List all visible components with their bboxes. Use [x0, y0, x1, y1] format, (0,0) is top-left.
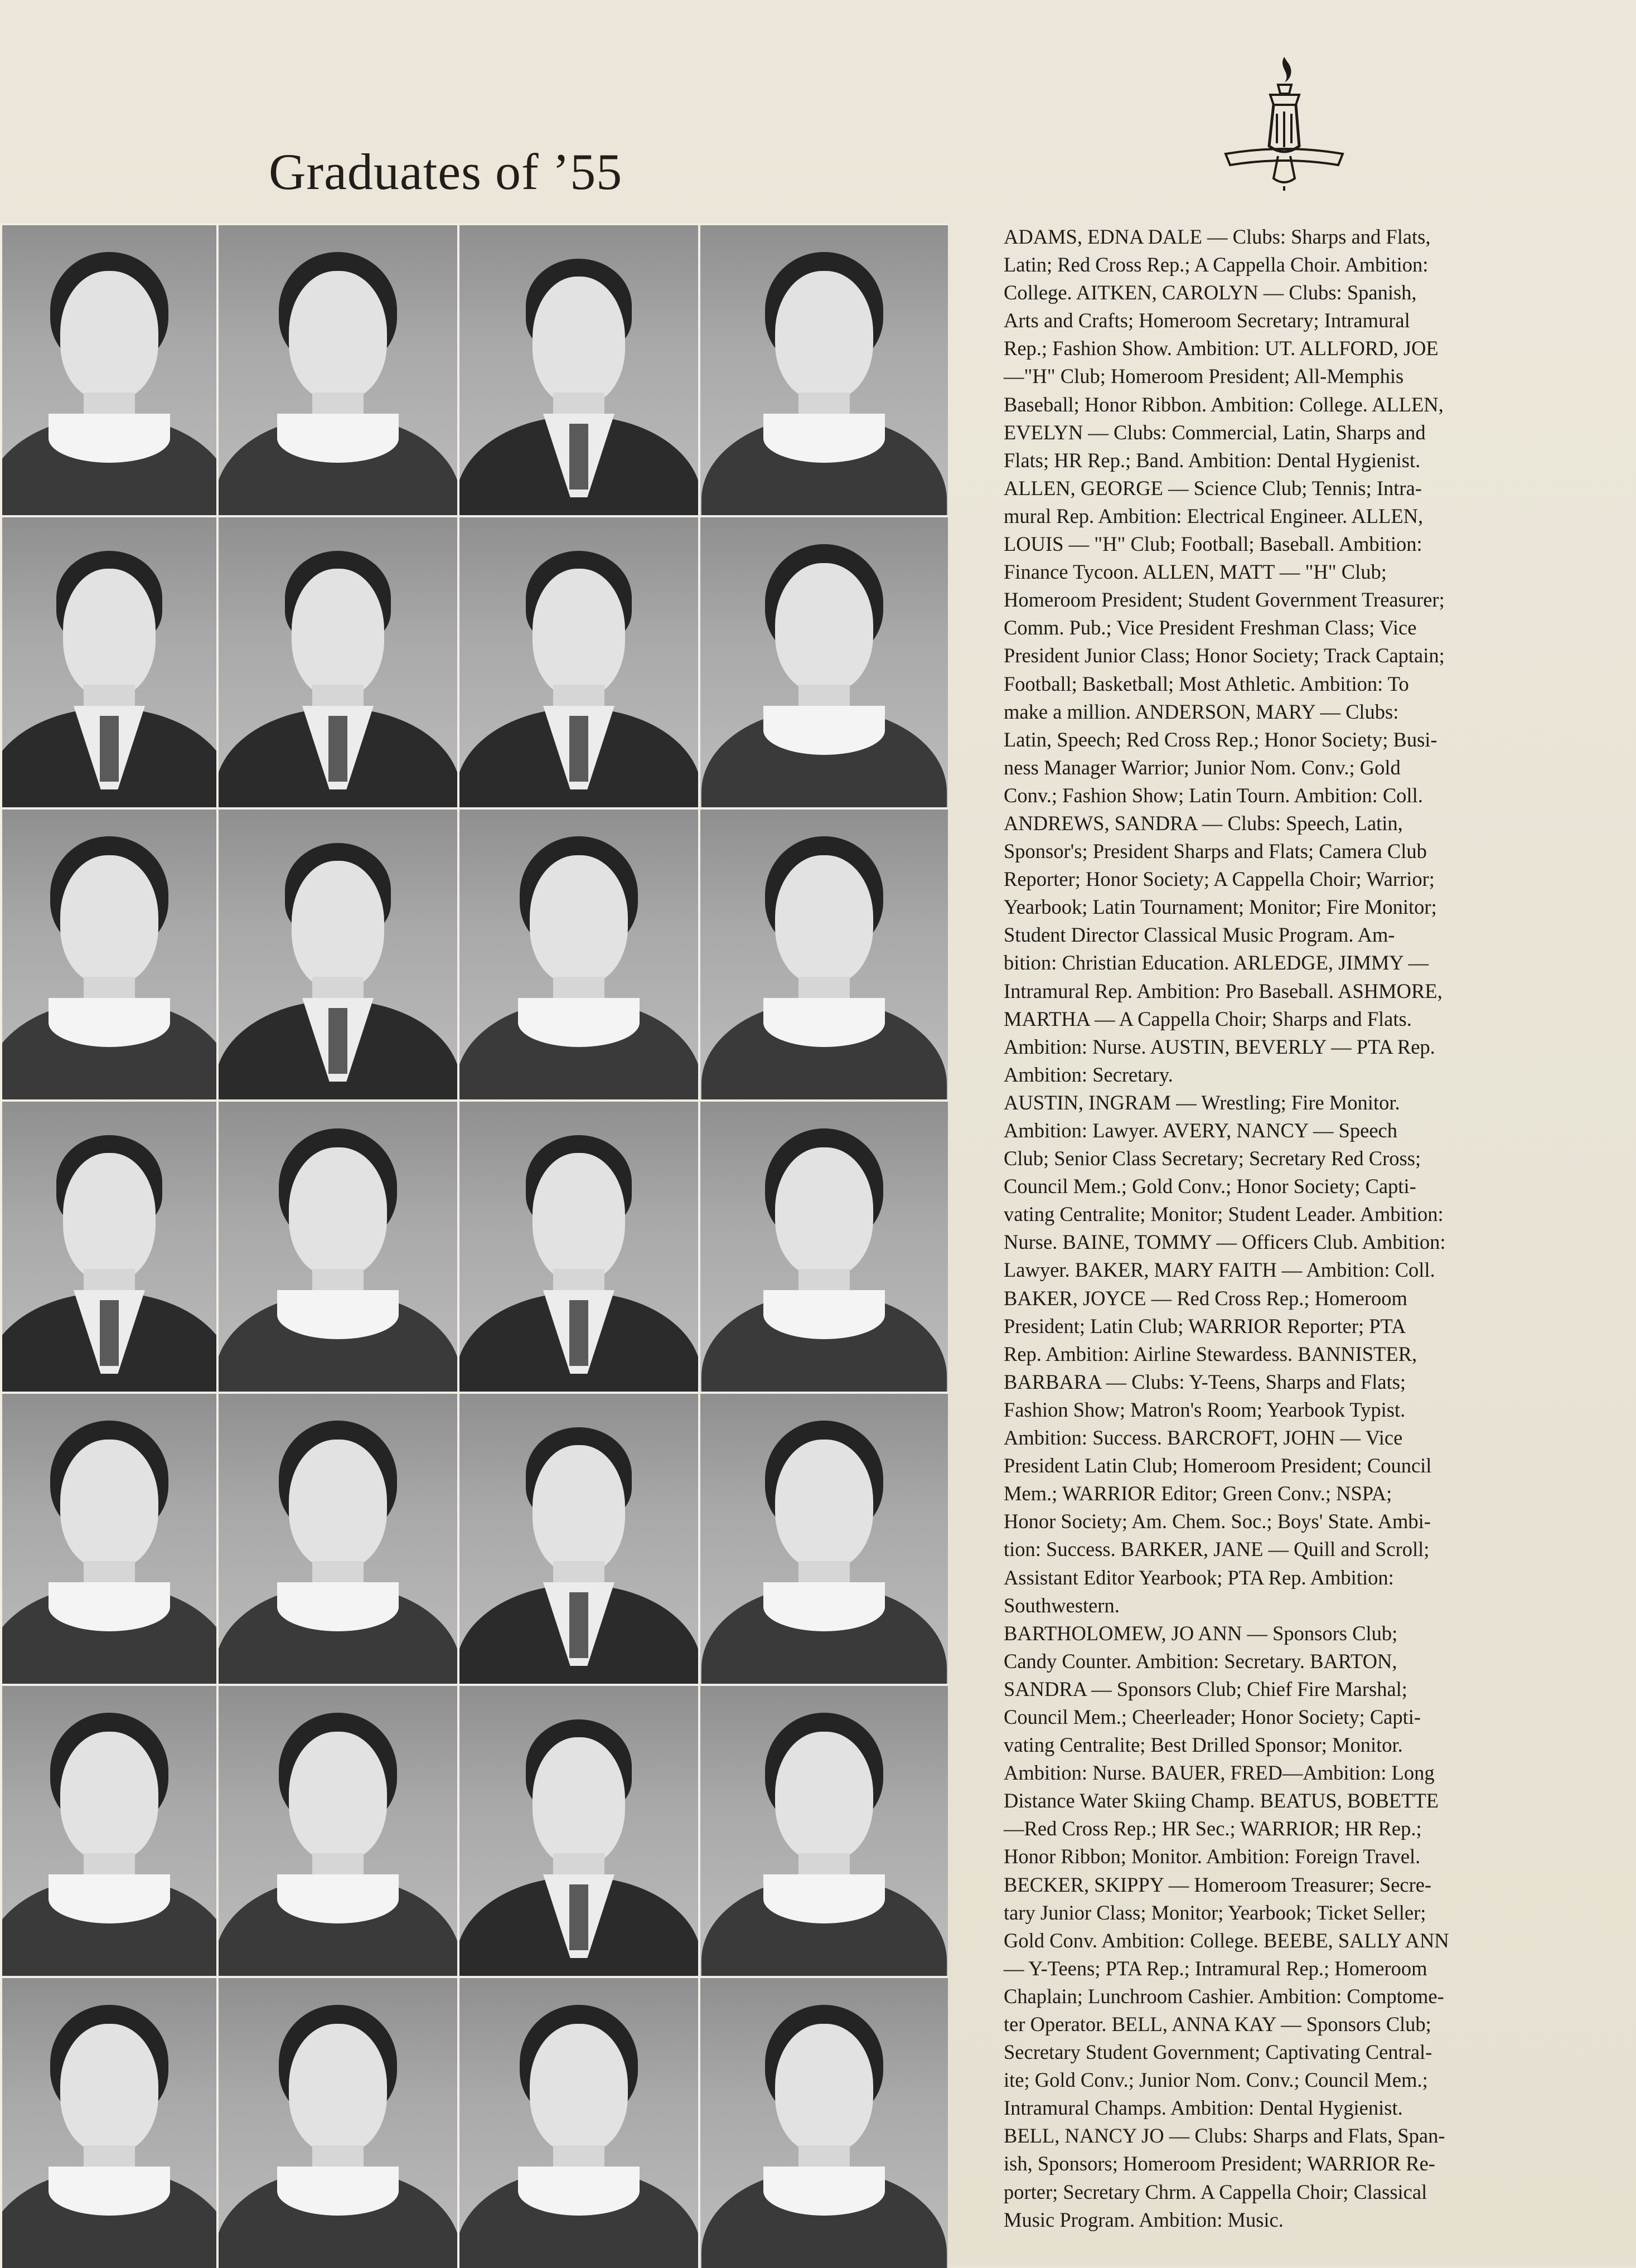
- bio-line: Council Mem.; Gold Conv.; Honor Society; Capti-: [1004, 1175, 1416, 1198]
- bio-line: Latin, Speech; Red Cross Rep.; Honor Society; Busi-: [1004, 728, 1437, 751]
- bio-line: tary Junior Class; Monitor; Yearbook; Ticket Seller;: [1004, 1901, 1426, 1924]
- bio-line: Nurse. BAINE, TOMMY — Officers Club. Ambition:: [1004, 1230, 1446, 1254]
- bio-line: vating Centralite; Monitor; Student Leader. Ambition:: [1004, 1203, 1444, 1226]
- bio-line: Ambition: Success. BARCROFT, JOHN — Vice: [1004, 1426, 1403, 1450]
- bio-line: Ambition: Lawyer. AVERY, NANCY — Speech: [1004, 1119, 1397, 1142]
- bio-line: ite; Gold Conv.; Junior Nom. Conv.; Council Mem.;: [1004, 2068, 1428, 2092]
- bio-line: ish, Sponsors; Homeroom President; WARRIOR Re-: [1004, 2152, 1435, 2175]
- portrait-photo: [216, 1392, 457, 1684]
- bio-line: Football; Basketball; Most Athletic. Ambition: To: [1004, 672, 1409, 695]
- bio-line: BARBARA — Clubs: Y-Teens, Sharps and Flats;: [1004, 1370, 1406, 1393]
- bio-line: Club; Senior Class Secretary; Secretary Red Cross;: [1004, 1147, 1421, 1170]
- bio-line: Rep.; Fashion Show. Ambition: UT. ALLFORD, JOE: [1004, 337, 1439, 360]
- bio-line: ness Manager Warrior; Junior Nom. Conv.; Gold: [1004, 755, 1401, 779]
- bio-line: Flats; HR Rep.; Band. Ambition: Dental Hygienist.: [1004, 448, 1421, 472]
- portrait-photo: [698, 1392, 948, 1684]
- bio-line: Arts and Crafts; Homeroom Secretary; Intramural: [1004, 309, 1410, 332]
- bio-line: Chaplain; Lunchroom Cashier. Ambition: Comptome-: [1004, 1984, 1444, 2008]
- bio-line: BAKER, JOYCE — Red Cross Rep.; Homeroom: [1004, 1286, 1407, 1310]
- bio-line: Baseball; Honor Ribbon. Ambition: College. ALLEN,: [1004, 392, 1444, 416]
- bio-line: College. AITKEN, CAROLYN — Clubs: Spanish,: [1004, 281, 1417, 304]
- bio-line: Lawyer. BAKER, MARY FAITH — Ambition: Coll.: [1004, 1258, 1435, 1282]
- portrait-photo: [216, 1976, 457, 2268]
- bio-line: LOUIS — "H" Club; Football; Baseball. Ambition:: [1004, 532, 1422, 556]
- bio-line: ter Operator. BELL, ANNA KAY — Sponsors Club;: [1004, 2013, 1431, 2036]
- portrait-grid: [0, 223, 948, 2265]
- bio-line: ANDREWS, SANDRA — Clubs: Speech, Latin,: [1004, 811, 1403, 835]
- bio-line: Honor Society; Am. Chem. Soc.; Boys' State. Ambi-: [1004, 1510, 1431, 1533]
- bio-line: Distance Water Skiing Champ. BEATUS, BOBETTE: [1004, 1789, 1439, 1813]
- portrait-photo: [457, 1684, 698, 1976]
- portrait-photo: [698, 1684, 948, 1976]
- bio-line: Ambition: Nurse. BAUER, FRED—Ambition: Long: [1004, 1761, 1435, 1785]
- portrait-photo: [216, 1099, 457, 1392]
- bio-line: Student Director Classical Music Program. Am-: [1004, 923, 1395, 947]
- portrait-photo: [0, 1392, 216, 1684]
- bio-line: Music Program. Ambition: Music.: [1004, 2208, 1284, 2231]
- portrait-photo: [216, 1684, 457, 1976]
- portrait-photo: [216, 515, 457, 807]
- bio-line: make a million. ANDERSON, MARY — Clubs:: [1004, 700, 1399, 723]
- biography-column: [1004, 223, 1585, 2230]
- portrait-photo: [457, 1976, 698, 2268]
- bio-line: tion: Success. BARKER, JANE — Quill and Scroll;: [1004, 1538, 1430, 1561]
- bio-line: Ambition: Nurse. AUSTIN, BEVERLY — PTA Rep.: [1004, 1035, 1435, 1058]
- portrait-photo: [457, 515, 698, 807]
- portrait-photo: [0, 807, 216, 1099]
- bio-line: Gold Conv. Ambition: College. BEEBE, SALLY ANN: [1004, 1928, 1449, 1952]
- page-title: Graduates of ’55: [269, 143, 623, 200]
- bio-line: President; Latin Club; WARRIOR Reporter; PTA: [1004, 1314, 1406, 1337]
- bio-line: Honor Ribbon; Monitor. Ambition: Foreign Travel.: [1004, 1845, 1421, 1868]
- bio-line: Mem.; WARRIOR Editor; Green Conv.; NSPA;: [1004, 1482, 1392, 1505]
- bio-line: SANDRA — Sponsors Club; Chief Fire Marshal;: [1004, 1677, 1407, 1700]
- portrait-photo: [457, 807, 698, 1099]
- torch-crest-icon: [1216, 51, 1352, 193]
- bio-line: MARTHA — A Cappella Choir; Sharps and Flats.: [1004, 1007, 1412, 1030]
- bio-line: mural Rep. Ambition: Electrical Engineer. ALLEN,: [1004, 504, 1424, 527]
- portrait-photo: [698, 1099, 948, 1392]
- bio-line: AUSTIN, INGRAM — Wrestling; Fire Monitor.: [1004, 1091, 1400, 1114]
- bio-line: Candy Counter. Ambition: Secretary. BARTON,: [1004, 1649, 1397, 1673]
- portrait-photo: [216, 223, 457, 515]
- bio-line: ALLEN, GEORGE — Science Club; Tennis; Intra-: [1004, 476, 1422, 500]
- bio-line: Finance Tycoon. ALLEN, MATT — "H" Club;: [1004, 560, 1387, 584]
- portrait-photo: [0, 223, 216, 515]
- bio-line: Secretary Student Government; Captivating Central-: [1004, 2041, 1432, 2064]
- portrait-photo: [698, 515, 948, 807]
- bio-line: Assistant Editor Yearbook; PTA Rep. Ambition:: [1004, 1566, 1394, 1589]
- bio-line: Intramural Rep. Ambition: Pro Baseball. ASHMORE,: [1004, 979, 1443, 1002]
- bio-line: Sponsor's; President Sharps and Flats; Camera Club: [1004, 840, 1427, 863]
- bio-line: Latin; Red Cross Rep.; A Cappella Choir. Ambition:: [1004, 253, 1429, 277]
- bio-line: Comm. Pub.; Vice President Freshman Class; Vice: [1004, 616, 1417, 639]
- bio-line: President Junior Class; Honor Society; Track Captain;: [1004, 644, 1445, 667]
- bio-line: Southwestern.: [1004, 1593, 1120, 1617]
- bio-line: Reporter; Honor Society; A Cappella Choir; Warrior;: [1004, 868, 1435, 891]
- bio-line: — Y-Teens; PTA Rep.; Intramural Rep.; Homeroom: [1004, 1956, 1427, 1980]
- bio-line: BARTHOLOMEW, JO ANN — Sponsors Club;: [1004, 1621, 1398, 1645]
- bio-line: Rep. Ambition: Airline Stewardess. BANNISTER,: [1004, 1342, 1417, 1365]
- portrait-photo: [698, 807, 948, 1099]
- bio-line: ADAMS, EDNA DALE — Clubs: Sharps and Flats,: [1004, 225, 1431, 248]
- bio-line: BECKER, SKIPPY — Homeroom Treasurer; Secre-: [1004, 1873, 1432, 1896]
- portrait-photo: [0, 1976, 216, 2268]
- portrait-photo: [0, 515, 216, 807]
- portrait-photo: [216, 807, 457, 1099]
- bio-line: Council Mem.; Cheerleader; Honor Society; Capti-: [1004, 1705, 1421, 1728]
- bio-line: EVELYN — Clubs: Commercial, Latin, Sharps and: [1004, 420, 1426, 444]
- bio-line: President Latin Club; Homeroom President; Council: [1004, 1454, 1432, 1477]
- bio-line: Fashion Show; Matron's Room; Yearbook Typist.: [1004, 1398, 1406, 1421]
- bio-line: bition: Christian Education. ARLEDGE, JIMMY —: [1004, 951, 1429, 975]
- portrait-photo: [457, 1099, 698, 1392]
- bio-line: Ambition: Secretary.: [1004, 1063, 1173, 1086]
- bio-line: Yearbook; Latin Tournament; Monitor; Fire Monitor;: [1004, 895, 1437, 919]
- bio-line: porter; Secretary Chrm. A Cappella Choir; Classical: [1004, 2180, 1427, 2203]
- portrait-photo: [698, 1976, 948, 2268]
- bio-line: Homeroom President; Student Government Treasurer;: [1004, 588, 1445, 612]
- bio-line: vating Centralite; Best Drilled Sponsor; Monitor.: [1004, 1733, 1403, 1757]
- portrait-photo: [457, 1392, 698, 1684]
- bio-line: —Red Cross Rep.; HR Sec.; WARRIOR; HR Rep.;: [1004, 1817, 1422, 1840]
- portrait-photo: [698, 223, 948, 515]
- bio-line: BELL, NANCY JO — Clubs: Sharps and Flats, Span-: [1004, 2124, 1445, 2148]
- portrait-photo: [0, 1684, 216, 1976]
- portrait-photo: [0, 1099, 216, 1392]
- bio-line: Conv.; Fashion Show; Latin Tourn. Ambition: Coll.: [1004, 783, 1423, 807]
- bio-line: —"H" Club; Homeroom President; All-Memphis: [1004, 365, 1404, 388]
- bio-line: Intramural Champs. Ambition: Dental Hygienist.: [1004, 2096, 1403, 2120]
- portrait-photo: [457, 223, 698, 515]
